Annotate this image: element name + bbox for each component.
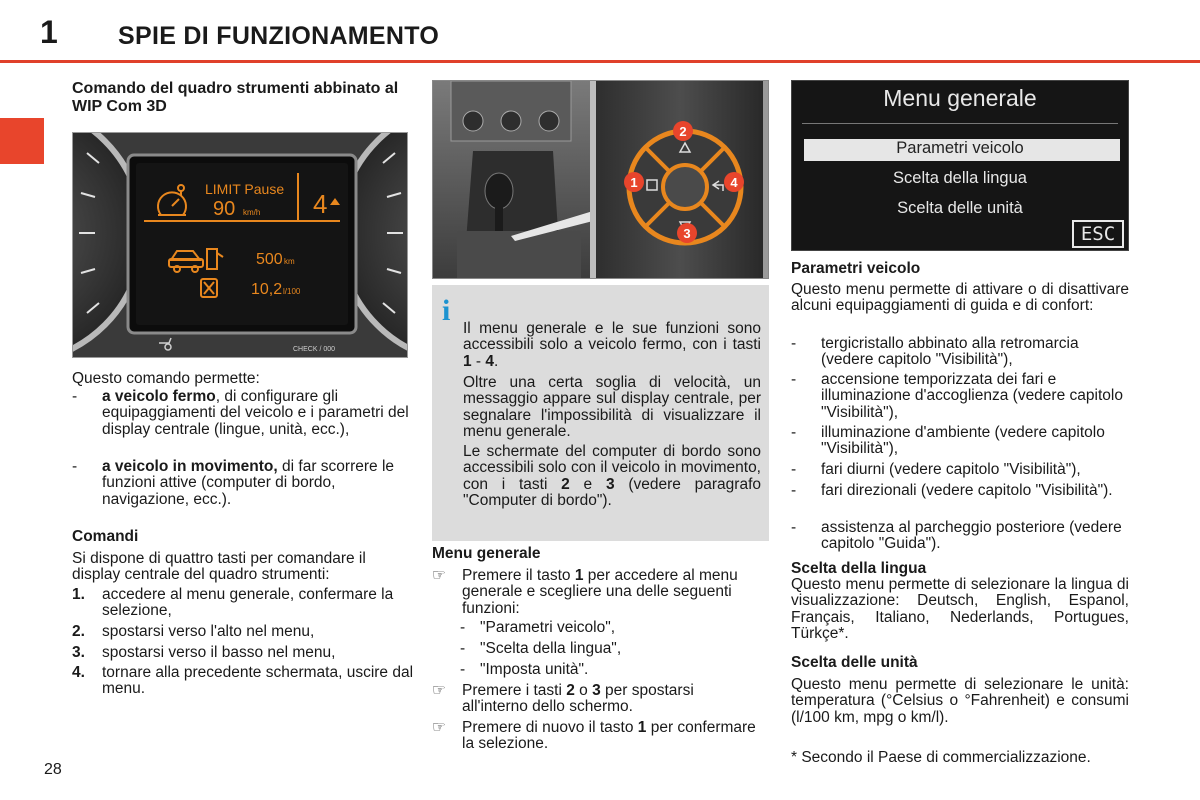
screen-item-lingua: Scelta della lingua [893,169,1027,187]
header-rule [0,60,1200,63]
range-unit: km [284,257,295,266]
list-marker: - [460,661,466,678]
list-marker: - [460,640,466,657]
list-marker: - [791,424,797,441]
list-item-text: spostarsi verso il basso nel menu, [102,644,336,661]
footnote: * Secondo il Paese di commercializzazione. [791,749,1091,766]
menu-generale-heading: Menu generale [432,545,541,562]
chapter-title: SPIE DI FUNZIONAMENTO [118,22,440,50]
esc-label: ESC [1072,220,1124,248]
list-marker: 1. [72,586,85,603]
bullet-bold: a veicolo in movimento, [102,458,278,475]
list-item-text: accedere al menu generale, confermare la selezione, [102,586,394,620]
lingua-heading: Scelta della lingua [791,560,927,577]
instrument-cluster-photo [72,132,408,358]
list-item-text: fari diurni (vedere capitolo "Visibilità"), [821,461,1081,478]
list-item-text: tornare alla precedente schermata, uscire dal menu. [102,664,414,698]
gear-value: 4 [313,189,328,219]
unita-text: Questo menu permette di selezionare le unità: temperatura (°Celsius o °Fahrenheit) e consumi (l/100 km, mpg o km/l). [791,676,1129,726]
list-item-body [102,389,422,438]
list-marker: - [791,335,797,352]
screen-title: Menu generale [883,85,1037,111]
list-marker: - [791,519,797,536]
photo-label-2: 2 [679,124,687,139]
list-item-text: fari direzionali (vedere capitolo "Visibilità"). [821,482,1113,499]
parametri-heading: Parametri veicolo [791,260,921,277]
list-item-body [102,459,422,508]
list-item-body: Premere di nuovo il tasto 1 per confermare la selezione. [462,719,756,753]
screen-divider [802,123,1118,124]
list-marker: - [72,458,78,475]
list-marker: - [791,482,797,499]
list-item-body: Premere il tasto 1 per accedere al menu generale e scegliere una delle seguenti funzioni: [462,567,738,617]
list-item-text: assistenza al parcheggio posteriore (vedere capitolo "Guida"). [821,519,1122,553]
hand-pointer-icon: ☞ [432,682,446,699]
screen-item-parametri: Parametri veicolo [896,139,1024,157]
consumption-value: 10,2 [251,281,283,298]
page-number: 28 [44,761,62,778]
screen-item-unita: Scelta delle unità [897,199,1023,217]
hand-pointer-icon: ☞ [432,719,446,736]
photo-label-1: 1 [630,175,638,190]
info-paragraph-2: Oltre una certa soglia di velocità, un messaggio appare sul display centrale, per segnalare l'impossibilità di visualizzare il menu generale. [463,374,761,441]
bullet-bold: a veicolo fermo [102,388,216,405]
lingua-text: Questo menu permette di selezionare la lingua di visualizzazione: Deutsch, English, Espanol, Français, Italiano, Nederlands, Portugues, Türkçe*. [791,576,1129,643]
unita-heading: Scelta delle unità [791,654,918,671]
chapter-side-tab [0,118,44,164]
info-paragraph-3: Le schermate del computer di bordo sono accessibili solo con il veicolo in movimento, con i tasti 2 e 3 (vedere paragrafo "Computer di bordo"). [463,443,761,510]
list-item-text: accensione temporizzata dei fari e illuminazione d'accoglienza (vedere capitolo "Visibilità"), [821,371,1123,421]
list-item-text: "Parametri veicolo", [480,619,616,636]
photo-label-3: 3 [683,226,691,241]
speed-unit: km/h [243,208,261,217]
bullet-text: di far scorrere le funzioni attive (computer di bordo, navigazione, ecc.). [102,458,395,508]
bullet-text: , di configurare gli equipaggiamenti del veicolo e i parametri del display centrale (lingue, unità, ecc.), [102,388,409,438]
list-item-body: Premere i tasti 2 o 3 per spostarsi all'interno dello schermo. [462,682,694,716]
comando-intro: Questo comando permette: [72,370,260,387]
range-value: 500 [256,251,283,268]
list-marker: - [791,461,797,478]
info-paragraph-1: Il menu generale e le sue funzioni sono accessibili solo a veicolo fermo, con i tasti 1 - 4. [463,320,761,370]
list-marker: - [460,619,466,636]
speed-value: 90 [213,198,236,220]
info-icon: i [442,294,451,327]
hand-pointer-icon: ☞ [432,567,446,584]
list-item-text: illuminazione d'ambiente (vedere capitolo "Visibilità"), [821,424,1105,458]
center-console-photo [432,80,769,279]
menu-screen [791,80,1129,251]
consumption-unit: l/100 [283,287,301,296]
list-marker: - [72,388,78,405]
list-item-text: "Imposta unità". [480,661,589,678]
list-marker: 3. [72,644,85,661]
parametri-intro: Questo menu permette di attivare o di disattivare alcuni equipaggiamenti di guida e di confort: [791,281,1129,315]
comandi-intro: Si dispone di quattro tasti per comandare il display centrale del quadro strumenti: [72,550,366,584]
limit-pause-label: LIMIT Pause [205,181,285,197]
list-marker: 4. [72,664,85,681]
list-item-text: "Scelta della lingua", [480,640,622,657]
list-item-text: spostarsi verso l'alto nel menu, [102,623,315,640]
comandi-heading: Comandi [72,528,139,545]
list-item-text: tergicristallo abbinato alla retromarcia (vedere capitolo "Visibilità"), [821,335,1079,369]
chapter-number: 1 [40,14,58,50]
section-heading-comando: Comando del quadro strumenti abbinato al WIP Com 3D [72,80,399,116]
list-marker: 2. [72,623,85,640]
list-marker: - [791,371,797,388]
photo-label-4: 4 [730,175,738,190]
check-button-label: CHECK / 000 [293,346,336,353]
